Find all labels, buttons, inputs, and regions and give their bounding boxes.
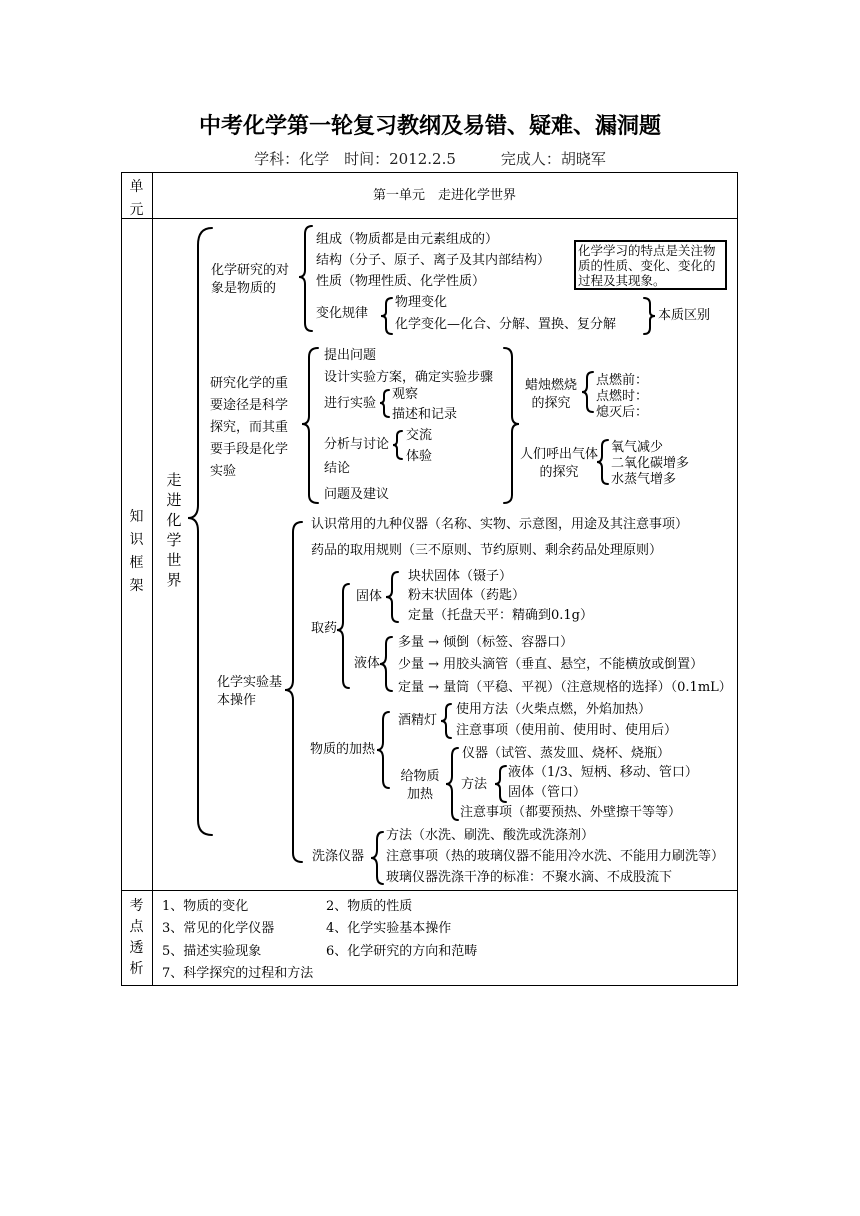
b1-label: 化学研究的对象是物质的 [211,263,290,296]
lamp-2: 注意事项（使用前、使用时、使用后） [456,723,678,738]
solid-label: 固体 [356,589,383,604]
b1-change-label: 变化规律 [316,306,369,321]
b2-label: 研究化学的重要途径是科学探究，而其重要手段是化学实验 [210,376,289,479]
liquid-2: 少量 → 用胶头滴管（垂直、悬空，不能横放或倒置） [398,657,704,672]
b3-line-2: 药品的取用规则（三不原则、节约原则、剩余药品处理原则） [311,543,663,558]
b2-step-4: 分析与讨论 [324,437,390,452]
wash-1: 方法（水洗、刷洗、酸洗或洗涤剂） [386,828,595,843]
b3-line-1: 认识常用的九种仪器（名称、实物、示意图，用途及其注意事项） [311,517,689,532]
candle-label: 蜡烛燃烧的探究 [524,378,577,411]
exam-label-char-3: 透 [129,940,144,956]
liquid-1: 多量 → 倾倒（标签、容器口） [398,635,574,650]
exam-label-char-4: 析 [129,961,144,977]
method-2: 固体（管口） [508,785,587,800]
b1-item-1: 组成（物质都是由元素组成的） [316,232,499,247]
method-1: 液体（1/3、短柄、移动、管口） [508,765,698,780]
b2-step-2: 设计实验方案，确定实验步骤 [324,370,494,385]
b1-item-2: 结构（分子、原子、离子及其内部结构） [316,253,551,268]
framework-label-char-2: 识 [129,532,144,548]
framework-label-char-1: 知 [129,509,144,525]
solid-2: 粉末状固体（药匙） [408,588,526,603]
lamp-label: 酒精灯 [398,713,438,728]
b3-label: 化学实验基本操作 [217,675,283,708]
exam-item-4: 4、化学实验基本操作 [326,921,452,936]
breath-2: 二氧化碳增多 [611,456,690,471]
root-char-1: 走 [166,471,182,489]
root-char-2: 进 [166,491,182,509]
b1-change-physical: 物理变化 [395,295,448,310]
framework-label-char-4: 架 [129,578,144,594]
exam-item-6: 6、化学研究的方向和范畴 [326,944,478,959]
b2-discuss-2: 体验 [406,449,433,464]
framework-cell [153,219,737,890]
exam-label [121,896,152,980]
heated-note: 注意事项（都要预热、外壁擦干等等） [460,805,682,820]
b2-observe-2: 描述和记录 [392,407,458,422]
framework-label-char-3: 框 [129,555,144,571]
heated-instr: 仪器（试管、蒸发皿、烧杯、烧瓶） [462,746,671,761]
root-char-3: 化 [166,511,182,529]
exam-label-char-1: 考 [129,898,144,914]
unit-label-char-2: 元 [129,202,144,218]
b2-step-5: 结论 [324,461,351,476]
exam-item-1: 1、物质的变化 [162,899,249,914]
wash-2: 注意事项（热的玻璃仪器不能用冷水洗、不能用力刷洗等） [386,849,725,864]
root-char-5: 世 [166,551,182,569]
breath-1: 氧气减少 [611,440,664,455]
liquid-3: 定量 → 量筒（平稳、平视）（注意规格的选择）（0.1mL） [398,680,732,695]
b1-essence: 本质区别 [658,308,711,323]
candle-before: 点燃前： [596,373,649,388]
exam-item-2: 2、物质的性质 [326,899,413,914]
b1-change-chemical: 化学变化—化合、分解、置换、复分解 [395,317,617,332]
take-label: 取药 [311,621,338,636]
exam-item-3: 3、常见的化学仪器 [162,921,275,936]
b1-item-3: 性质（物理性质、化学性质） [316,274,486,289]
breath-label: 人们呼出气体的探究 [519,447,598,480]
exam-item-7: 7、科学探究的过程和方法 [162,966,314,981]
unit-title: 第一单元 走进化学世界 [372,188,516,203]
root-char-4: 学 [166,531,182,549]
b2-discuss-1: 交流 [406,428,433,443]
wash-label: 洗涤仪器 [312,849,365,864]
heat-label: 物质的加热 [310,742,376,757]
unit-label-char-1: 单 [129,179,144,195]
wash-3: 玻璃仪器洗涤干净的标准：不聚水滴、不成股流下 [386,870,673,885]
solid-3: 定量（托盘天平：精确到0.1g） [408,608,593,623]
b2-step-3: 进行实验 [324,396,377,411]
b2-step-6: 问题及建议 [324,487,390,502]
solid-1: 块状固体（镊子） [408,569,513,584]
liquid-label: 液体 [354,656,381,671]
method-label: 方法 [461,777,488,792]
unit-label [121,176,152,222]
study-feature-note: 化学学习的特点是关注物质的性质、变化、变化的过程及其现象。 [574,240,727,290]
framework-label [121,506,152,598]
root-char-6: 界 [166,571,182,589]
b2-observe-1: 观察 [392,387,419,402]
b2-step-1: 提出问题 [324,348,377,363]
candle-after: 熄灭后： [596,405,649,420]
heated-label: 给物质加热 [400,769,440,802]
exam-item-5: 5、描述实验现象 [162,944,262,959]
page-title: 中考化学第一轮复习教纲及易错、疑难、漏洞题 [198,113,661,139]
exam-label-char-2: 点 [129,919,144,935]
candle-during: 点燃时： [596,389,649,404]
lamp-1: 使用方法（火柴点燃，外焰加热） [456,702,652,717]
page-subtitle: 学科：化学 时间：2012.2.5 完成人：胡晓军 [254,150,606,168]
breath-3: 水蒸气增多 [611,472,677,487]
